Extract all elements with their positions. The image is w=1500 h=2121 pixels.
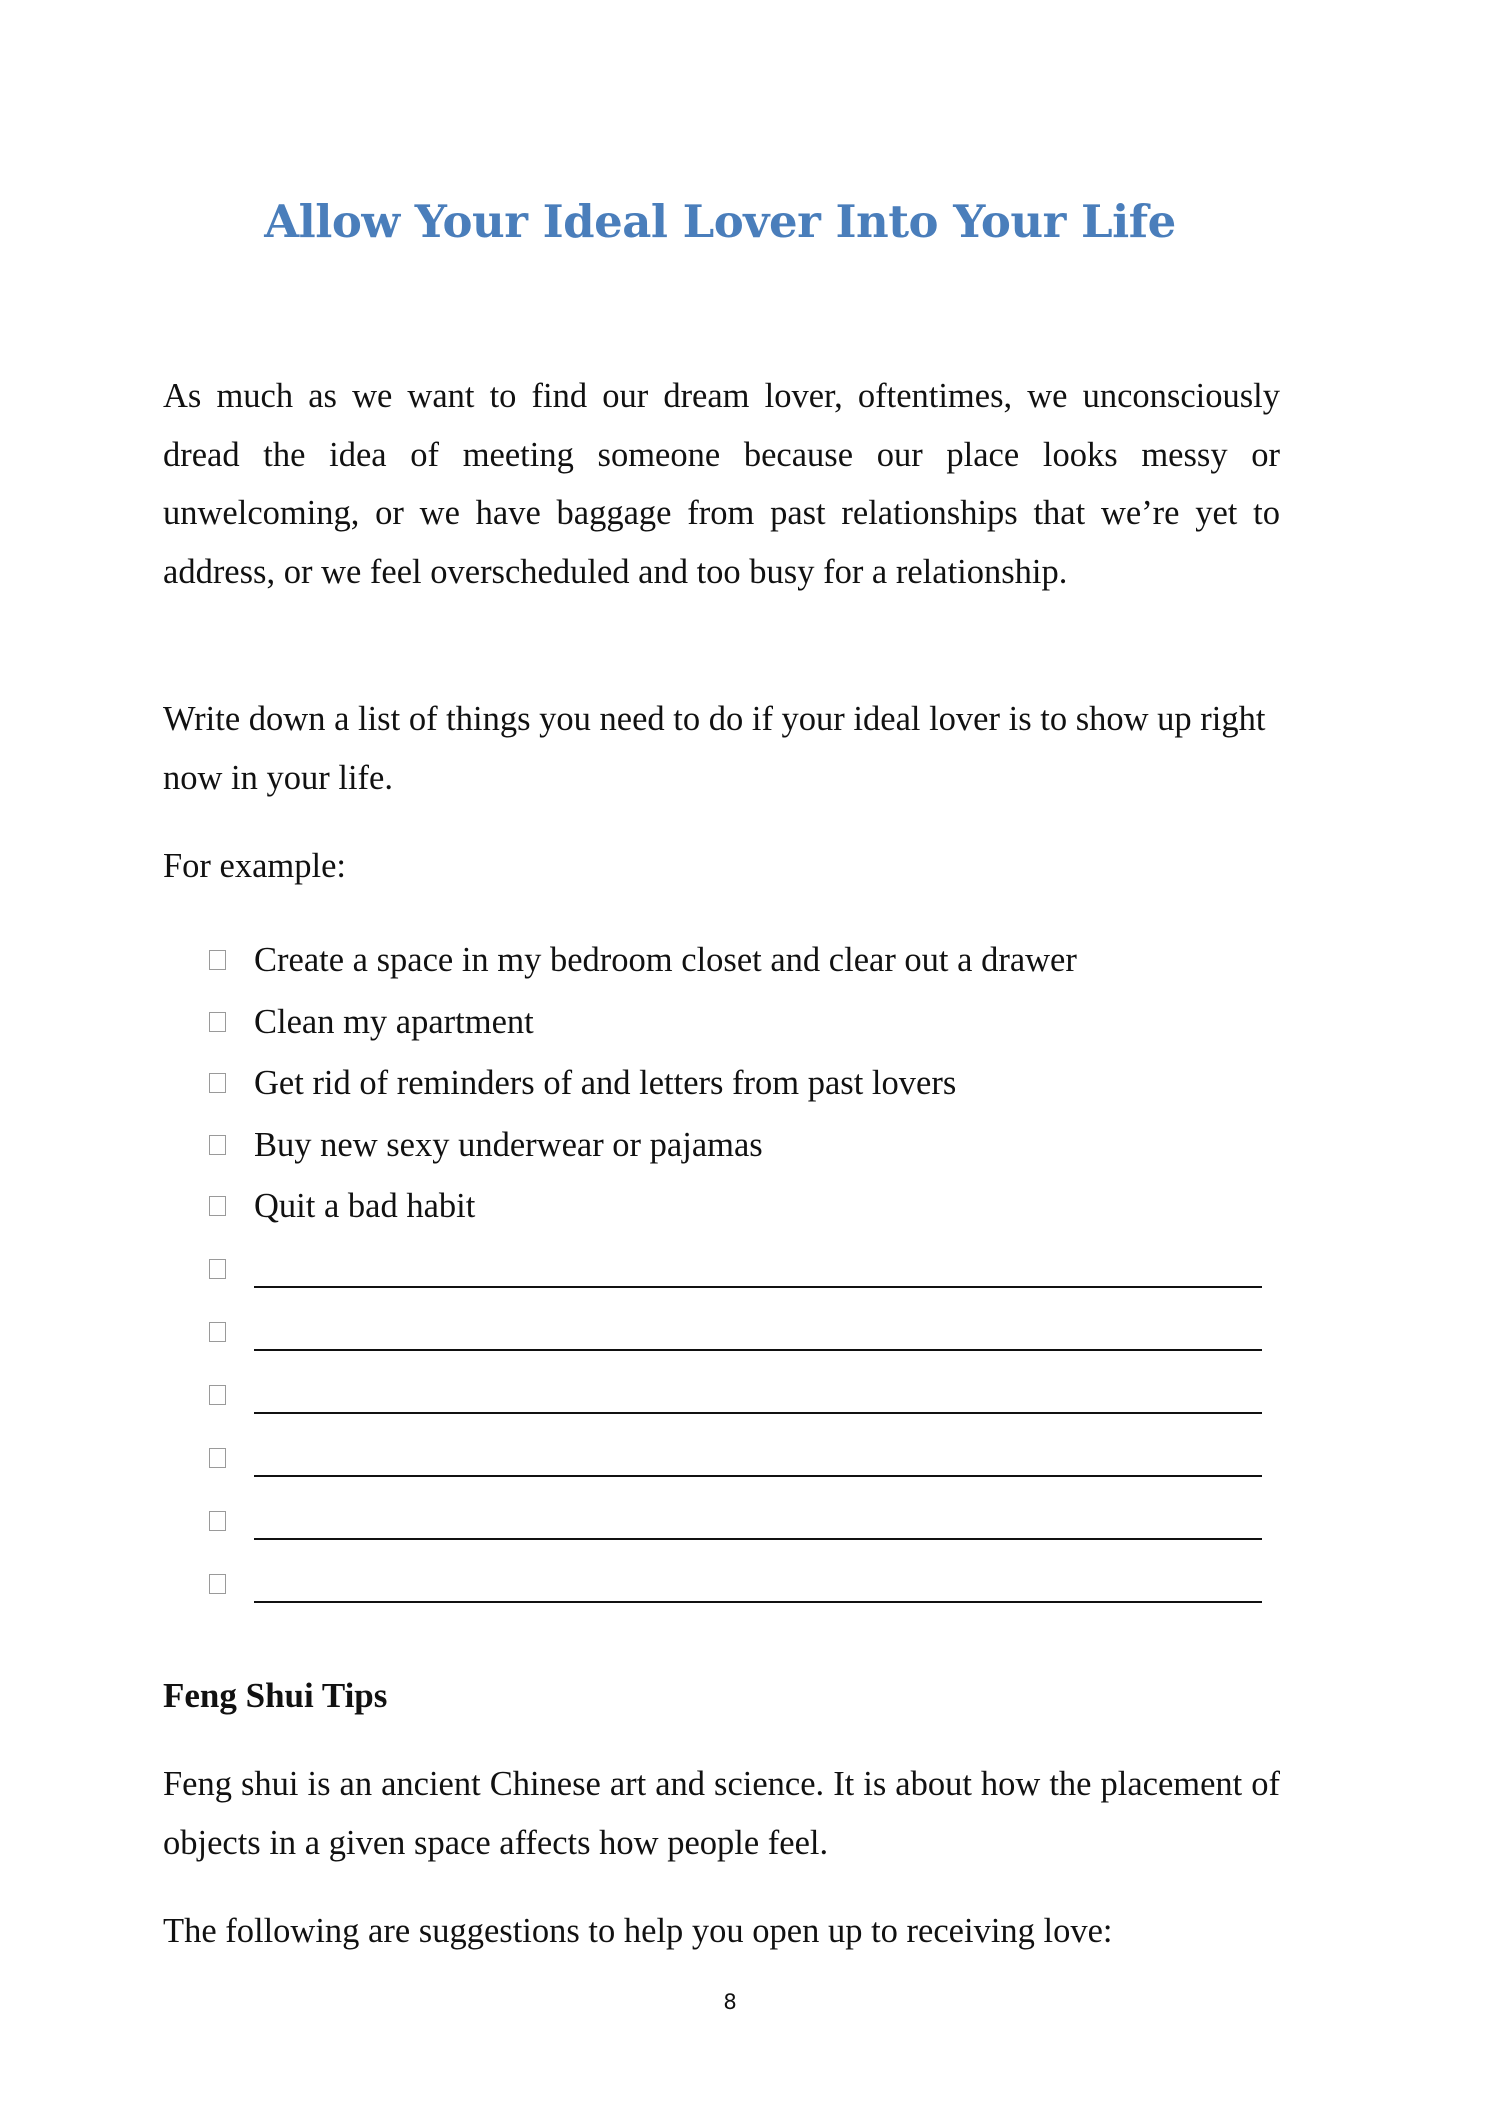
suggestions-paragraph: The following are suggestions to help you open up to receiving love: [163, 1912, 1113, 1950]
checkbox[interactable] [209, 950, 226, 970]
checklist-item-label: Quit a bad habit [254, 1187, 476, 1225]
checkbox[interactable] [209, 1196, 226, 1216]
checkbox[interactable] [209, 1511, 226, 1531]
instruction-paragraph: Write down a list of things you need to do if your ideal lover is to show up right now in your life. [163, 700, 1266, 797]
checkbox[interactable] [209, 1385, 226, 1405]
write-in-line[interactable] [254, 1475, 1262, 1477]
checkbox[interactable] [209, 1322, 226, 1342]
blank-checklist-item [0, 1365, 1500, 1427]
write-in-line[interactable] [254, 1538, 1262, 1540]
checklist-item [0, 1176, 1500, 1238]
section-heading: Feng Shui Tips [163, 1676, 388, 1715]
checkbox[interactable] [209, 1073, 226, 1093]
page-title: Allow Your Ideal Lover Into Your Life [264, 195, 1176, 248]
checklist-item-label: Clean my apartment [254, 1002, 534, 1041]
checklist-item-label: Create a space in my bedroom closet and clear out a drawer [254, 941, 1077, 979]
checklist-item [0, 1053, 1500, 1115]
write-in-line[interactable] [254, 1286, 1262, 1288]
write-in-line[interactable] [254, 1412, 1262, 1414]
blank-checklist-item [0, 1491, 1500, 1553]
checklist-item [0, 992, 1500, 1054]
checklist-item-label: Buy new sexy underwear or pajamas [254, 1125, 763, 1164]
blank-checklist-item [0, 1428, 1500, 1490]
write-in-line[interactable] [254, 1349, 1262, 1351]
checkbox[interactable] [209, 1259, 226, 1279]
checkbox[interactable] [209, 1574, 226, 1594]
example-label: For example: [163, 847, 346, 885]
checklist-item [0, 1115, 1500, 1177]
page-number: 8 [723, 1990, 737, 2014]
intro-paragraph: As much as we want to find our dream lover, oftentimes, we unconsciously dread the idea of meeting someone because our place looks messy or unwelcoming, or we have baggage from past relationships that we’re yet to address, or we feel overscheduled and too busy for a relationship. [163, 377, 1280, 591]
checklist-item-label: Get rid of reminders of and letters from past lovers [254, 1064, 957, 1102]
write-in-line[interactable] [254, 1601, 1262, 1603]
blank-checklist-item [0, 1302, 1500, 1364]
checkbox[interactable] [209, 1012, 226, 1032]
blank-checklist-item [0, 1554, 1500, 1616]
checkbox[interactable] [209, 1135, 226, 1155]
feng-shui-paragraph: Feng shui is an ancient Chinese art and science. It is about how the placement of objects in a given space affects how people feel. [163, 1765, 1280, 1862]
checklist-item [0, 930, 1500, 992]
checkbox[interactable] [209, 1448, 226, 1468]
blank-checklist-item [0, 1239, 1500, 1301]
